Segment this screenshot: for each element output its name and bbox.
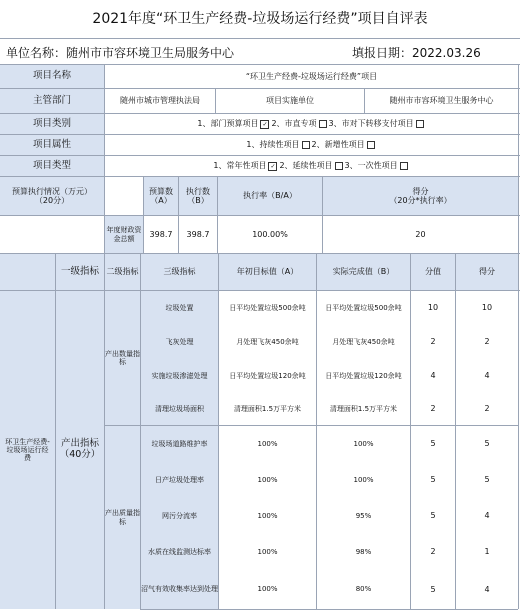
perf-row-target: 清理面积1.5万平方米 [219, 393, 316, 425]
perf-row-level3: 水质在线监测达标率 [141, 534, 218, 570]
perf-col2: 二级指标 [105, 254, 140, 290]
perf-row-actual: 95% [317, 498, 410, 534]
type-options [105, 156, 518, 176]
checkbox-icon[interactable] [302, 141, 310, 149]
perf-level2-quantity: 产出数量指标 [105, 291, 140, 425]
perf-row-target: 100% [219, 570, 316, 609]
perf-col7: 得分 [456, 254, 518, 290]
checked-box-icon[interactable]: ✓ [270, 162, 276, 170]
perf-row-weight: 2 [411, 393, 455, 425]
page-title: 2021年度“环卫生产经费-垃圾场运行经费”项目自评表 [0, 0, 520, 39]
project-name-label: 项目名称 [0, 65, 104, 88]
perf-header-blank [0, 254, 55, 290]
perf-row-weight: 5 [411, 426, 455, 462]
perf-row-level3: 实施垃圾渗滤处理 [141, 359, 218, 393]
perf-row-score: 2 [456, 393, 518, 425]
fill-date: 填报日期：2022.03.26 [352, 46, 481, 60]
unit-name: 单位名称：随州市市容环境卫生局服务中心 [6, 46, 235, 60]
perf-row-weight: 4 [411, 359, 455, 393]
perf-row-level3: 沼气有效收集率达到处理 [141, 570, 218, 609]
perf-row-target: 100% [219, 426, 316, 462]
perf-row-score: 2 [456, 325, 518, 359]
perf-row-actual: 日平均处置垃圾500余吨 [317, 291, 410, 325]
perf-row-weight: 5 [411, 570, 455, 609]
perf-row-score: 4 [456, 498, 518, 534]
project-name-value: “环卫生产经费-垃圾场运行经费”项目 [105, 65, 518, 88]
perf-row-level3: 网污分流率 [141, 498, 218, 534]
checkbox-icon[interactable] [335, 162, 343, 170]
perf-row-score: 1 [456, 534, 518, 570]
perf-row-level3: 清理垃圾场面积 [141, 393, 218, 425]
dept-value: 随州市城市管理执法局 [105, 89, 215, 113]
unit-row [0, 38, 520, 64]
perf-row-target: 日平均处置垃圾500余吨 [219, 291, 316, 325]
perf-left-label: 环卫生产经费-垃圾场运行经费 [0, 291, 55, 609]
budget-row-label: 年度财政资金总额 [105, 216, 143, 253]
perf-row-level3: 垃圾场道路维护率 [141, 426, 218, 462]
category-label: 项目类别 [0, 114, 104, 134]
perf-row-score: 5 [456, 462, 518, 498]
perf-row-actual: 98% [317, 534, 410, 570]
perf-row-score: 4 [456, 359, 518, 393]
checked-box-icon[interactable]: ✓ [262, 120, 268, 128]
checkbox-icon[interactable] [416, 120, 424, 128]
perf-row-weight: 5 [411, 462, 455, 498]
checkbox-icon[interactable] [400, 162, 408, 170]
budget-a-header: 预算数 （A） [144, 177, 178, 215]
perf-row-score: 5 [456, 426, 518, 462]
budget-score-header: 得分 （20分*执行率） [323, 177, 518, 215]
impl-label: 项目实施单位 [216, 89, 364, 113]
type-option-3: 3、一次性项目 [344, 161, 398, 171]
perf-row-actual: 80% [317, 570, 410, 609]
attr-option-1: 1、持续性项目 [246, 140, 300, 150]
perf-row-actual: 100% [317, 462, 410, 498]
perf-row-actual: 100% [317, 426, 410, 462]
perf-row-score: 4 [456, 570, 518, 609]
budget-b-header: 执行数 （B） [179, 177, 217, 215]
perf-row-target: 月处理飞灰450余吨 [219, 325, 316, 359]
checkbox-icon[interactable] [319, 120, 327, 128]
perf-row-actual: 月处理飞灰450余吨 [317, 325, 410, 359]
perf-row-target: 日平均处置垃圾120余吨 [219, 359, 316, 393]
perf-row-weight: 10 [411, 291, 455, 325]
perf-row-weight: 2 [411, 534, 455, 570]
perf-row-score: 10 [456, 291, 518, 325]
perf-row-weight: 5 [411, 498, 455, 534]
attr-label: 项目属性 [0, 135, 104, 155]
perf-level1: 产出指标 （40分） [56, 291, 104, 609]
perf-row-level3: 垃圾处置 [141, 291, 218, 325]
budget-a-value: 398.7 [144, 216, 178, 253]
type-option-1: 1、常年性项目 [213, 161, 267, 171]
perf-row-level3: 飞灰处理 [141, 325, 218, 359]
perf-row-actual: 日平均处置垃圾120余吨 [317, 359, 410, 393]
category-options [105, 114, 518, 134]
budget-rate-value: 100.00% [218, 216, 322, 253]
perf-row-actual: 清理面积1.5万平方米 [317, 393, 410, 425]
checkbox-icon[interactable] [367, 141, 375, 149]
perf-col4: 年初目标值（A） [219, 254, 316, 290]
category-option-3: 3、市对下转移支付项目 [328, 119, 414, 129]
type-label: 项目类型 [0, 156, 104, 176]
attr-option-2: 2、新增性项目 [311, 140, 365, 150]
perf-row-target: 100% [219, 498, 316, 534]
budget-score-value: 20 [323, 216, 518, 253]
budget-header: 预算执行情况（万元） （20分） [0, 177, 104, 215]
type-option-2: 2、延续性项目 [279, 161, 333, 171]
perf-col6: 分值 [411, 254, 455, 290]
budget-b-value: 398.7 [179, 216, 217, 253]
perf-row-target: 100% [219, 462, 316, 498]
perf-row-level3: 日产垃圾处理率 [141, 462, 218, 498]
perf-row-target: 100% [219, 534, 316, 570]
perf-col3: 三级指标 [141, 254, 218, 290]
category-option-1: 1、部门预算项目 [197, 119, 259, 129]
budget-rate-header: 执行率（B/A） [218, 177, 322, 215]
impl-value: 随州市市容环境卫生服务中心 [365, 89, 518, 113]
perf-level2-quality: 产出质量指标 [105, 426, 140, 609]
category-option-2: 2、市直专项 [271, 119, 317, 129]
perf-row-weight: 2 [411, 325, 455, 359]
perf-col5: 实际完成值（B） [317, 254, 410, 290]
dept-label: 主管部门 [0, 89, 104, 113]
attr-options [105, 135, 518, 155]
perf-col1: 一级指标 [56, 254, 104, 290]
